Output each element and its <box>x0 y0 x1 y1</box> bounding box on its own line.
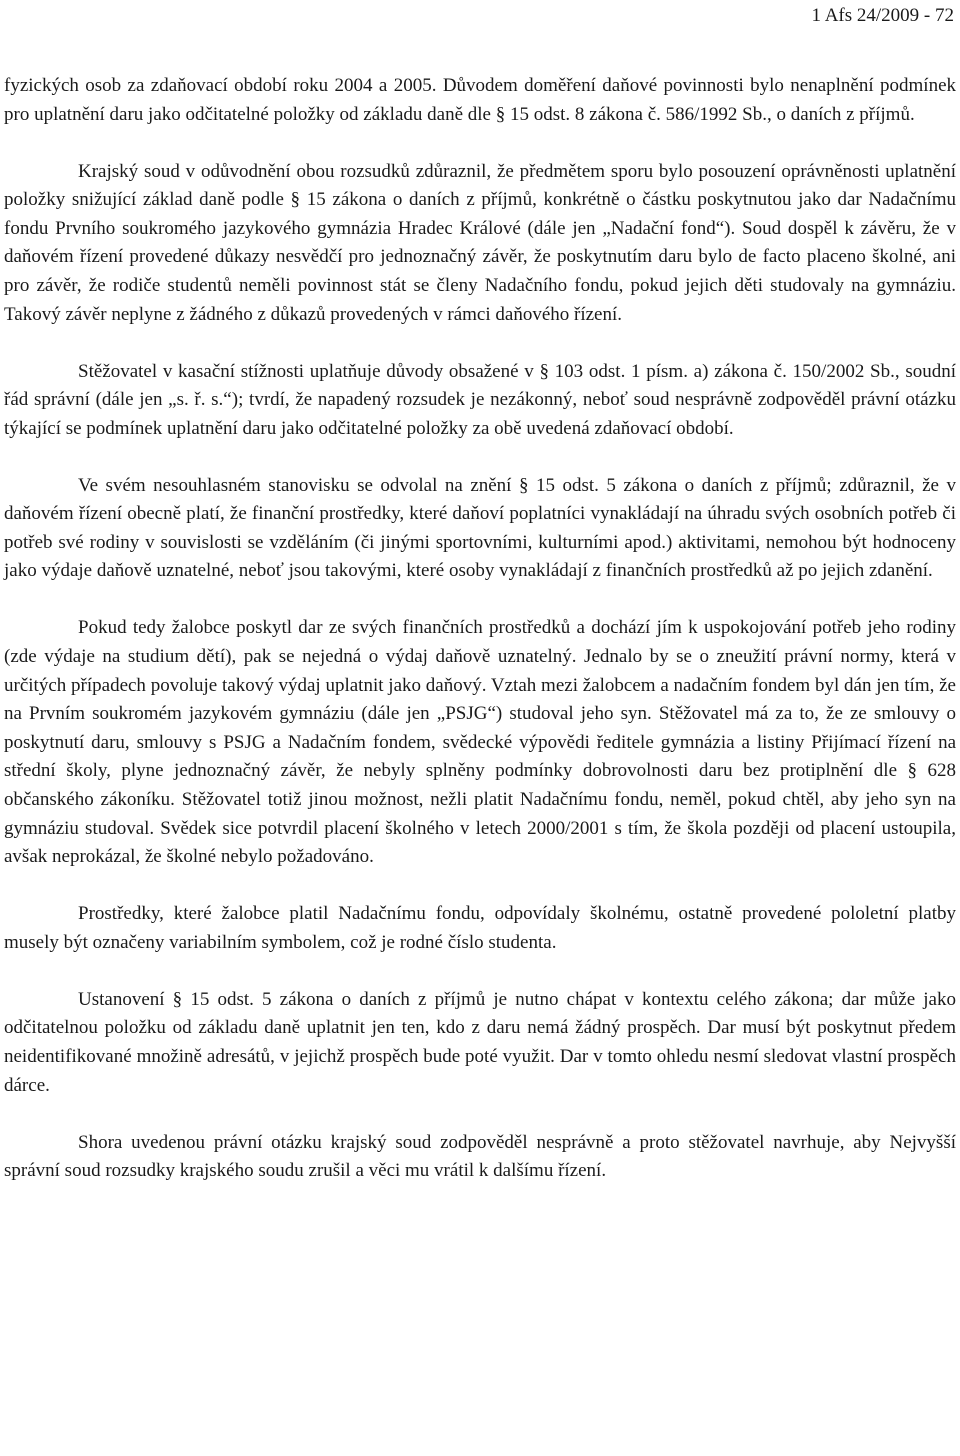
paragraph-8: Shora uvedenou právní otázku krajský soud zodpověděl nesprávně a proto stěžovatel navrhuje, aby Nejvyšší správní soud rozsudky krajského soudu zrušil a věci mu vrátil k dalšímu řízení. <box>4 1131 956 1182</box>
paragraph-7: Ustanovení § 15 odst. 5 zákona o daních z příjmů je nutno chápat v kontextu celého zákona; dar může jako odčitatelnou položku od základu daně uplatnit jen ten, kdo z daru nemá žádný prospěch. Dar musí být poskytnut předem neidentifikované množině adresátů, v jejichž prospěch bude poté využit. Dar v tomto ohledu nesmí sledovat vlastní prospěch dárce. <box>4 988 956 1096</box>
paragraph-5: Pokud tedy žalobce poskytl dar ze svých finančních prostředků a dochází jím k uspokojování potřeb jeho rodiny (zde výdaje na studium dětí), pak se nejedná o výdaj daňově uznatelný. Jednalo by se o zneužití právní normy, která v určitých případech povoluje takový výdaj uplatnit jako daňový. Vztah mezi žalobcem a nadačním fondem byl dán jen tím, že na Prvním soukromém jazykovém gymnáziu (dále jen „PSJG“) studoval jeho syn. Stěžovatel má za to, že ze smlouvy o poskytnutí daru, smlouvy s PSJG a Nadačním fondem, svědecké výpovědi ředitele gymnázia a listiny Přijímací řízení na střední školy, plyne jednoznačný závěr, že nebyly splněny podmínky dobrovolnosti daru bez protiplnění dle § 628 občanského zákoníku. Stěžovatel totiž jinou možnost, nežli platit Nadačnímu fondu, neměl, pokud chtěl, aby jeho syn na gymnáziu studoval. Svědek sice potvrdil placení školného v letech 2000/2001 s tím, že škola později od placení ustoupila, avšak neprokázal, že školné nebylo požadováno. <box>4 617 956 868</box>
page-header-case-number: 1 Afs 24/2009 - 72 <box>811 5 954 26</box>
paragraph-4: Ve svém nesouhlasném stanovisku se odvolal na znění § 15 odst. 5 zákona o daních z příjmů; zdůraznil, že v daňovém řízení obecně platí, že finanční prostředky, které daňoví poplatníci vynakládají na úhradu svých osobních potřeb či potřeb své rodiny v souvislosti se vzděláním (či jinými sportovními, kulturními apod.) aktivitami, nemohou být hodnoceny jako výdaje daňově uznatelné, neboť jsou takovými, které osoby vynakládají z finančních prostředků až po jejich zdanění. <box>4 474 956 582</box>
paragraph-3: Stěžovatel v kasační stížnosti uplatňuje důvody obsažené v § 103 odst. 1 písm. a) zákona č. 150/2002 Sb., soudní řád správní (dále jen „s. ř. s.“); tvrdí, že napadený rozsudek je nezákonný, neboť soud nesprávně zodpověděl právní otázku týkající se podmínek uplatnění daru jako odčitatelné položky za obě uvedená zdaňovací období. <box>4 360 956 439</box>
paragraph-1: fyzických osob za zdaňovací období roku 2004 a 2005. Důvodem doměření daňové povinnosti bylo nenaplnění podmínek pro uplatnění daru jako odčitatelné položky od základu daně dle § 15 odst. 8 zákona č. 586/1992 Sb., o daních z příjmů. <box>4 75 956 125</box>
paragraph-2: Krajský soud v odůvodnění obou rozsudků zdůraznil, že předmětem sporu bylo posouzení oprávněnosti uplatnění položky snižující základ daně podle § 15 zákona o daních z příjmů, konkrétně o částku poskytnutou jako dar Nadačnímu fondu Prvního soukromého jazykového gymnázia Hradec Králové (dále jen „Nadační fond“). Soud dospěl k závěru, že v daňovém řízení provedené důkazy nesvědčí pro jednoznačný závěr, že poskytnutím daru bylo de facto placeno školné, ani pro závěr, že rodiče studentů neměli povinnost stát se členy Nadačního fondu, pokud jejich děti studovaly na gymnáziu. Takový závěr neplyne z žádného z důkazů provedených v rámci daňového řízení. <box>4 160 956 325</box>
paragraph-6: Prostředky, které žalobce platil Nadačnímu fondu, odpovídaly školnému, ostatně provedené pololetní platby musely být označeny variabilním symbolem, což je rodné číslo studenta. <box>4 903 956 953</box>
document-body <box>4 72 956 1186</box>
